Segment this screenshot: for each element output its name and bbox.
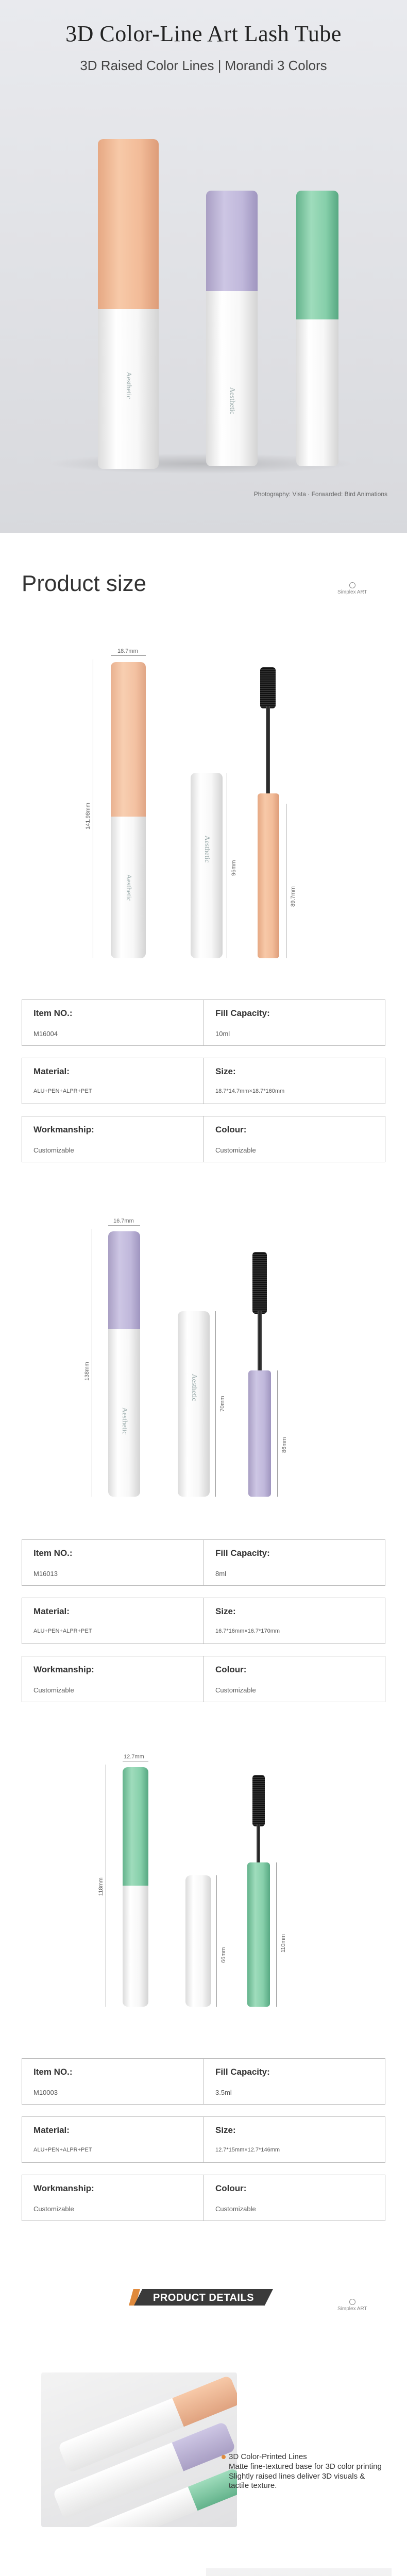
product3-item-no: M10003 bbox=[33, 2089, 58, 2096]
product3-dim-bottle: 66mm bbox=[221, 1947, 227, 1963]
hero-title: 3D Color-Line Art Lash Tube bbox=[65, 21, 342, 46]
product3-tube bbox=[123, 1767, 148, 2007]
product1-workmanship: Customizable bbox=[33, 1146, 74, 1154]
product3-info-row-2: Material: ALU+PEN+ALPR+PET Size: 12.7*15mm×12.7*146mm bbox=[22, 2116, 385, 2163]
product3-material: ALU+PEN+ALPR+PET bbox=[33, 2147, 92, 2153]
product-details-banner bbox=[134, 2285, 273, 2309]
product1-cap bbox=[258, 793, 279, 958]
product1-fill: 10ml bbox=[215, 1030, 230, 1038]
product1-tube: Aesthetic bbox=[111, 662, 146, 958]
product2-rod bbox=[258, 1311, 262, 1373]
product1-colour: Customizable bbox=[215, 1146, 256, 1154]
hero-brand-text: Aesthetic bbox=[125, 371, 132, 399]
feature1-heading: 3D Color-Printed Lines bbox=[222, 2452, 386, 2462]
brand-logo-icon bbox=[349, 582, 355, 588]
hero-tube-peach bbox=[98, 139, 159, 469]
product1-dim-bottle: 96mm bbox=[231, 860, 237, 876]
product3-size: 12.7*15mm×12.7*146mm bbox=[215, 2147, 280, 2153]
product3-dim-wand: 110mm bbox=[280, 1934, 286, 1953]
product3-brush bbox=[252, 1775, 265, 1826]
feature1-line-2: Slightly raised lines deliver 3D visuals & tactile texture. bbox=[229, 2471, 365, 2490]
product2-info-row-2: Material: ALU+PEN+ALPR+PET Size: 16.7*16mm×16.7*170mm bbox=[22, 1598, 385, 1644]
detail-photo-closeup bbox=[41, 2372, 237, 2527]
hero-subtitle: 3D Raised Color Lines | Morandi 3 Colors bbox=[80, 58, 327, 73]
brand-logo-icon bbox=[349, 2299, 355, 2305]
product2-info-row-3: Workmanship: Customizable Colour: Customizable bbox=[22, 1656, 385, 1702]
product1-dim-diameter: 18.7mm bbox=[117, 648, 138, 654]
product-size-title: Product size bbox=[22, 571, 147, 596]
product2-cap bbox=[248, 1370, 271, 1497]
product2-item-no: M16013 bbox=[33, 1570, 58, 1578]
product2-fill: 8ml bbox=[215, 1570, 226, 1578]
product2-dim-bottle: 70mm bbox=[219, 1396, 226, 1412]
product2-bottle: Aesthetic bbox=[178, 1311, 210, 1497]
product2-workmanship: Customizable bbox=[33, 1686, 74, 1694]
product3-dim-diameter: 12.7mm bbox=[124, 1754, 144, 1760]
feature-text-1 bbox=[222, 2452, 386, 2491]
product3-info-row-3: Workmanship: Customizable Colour: Customizable bbox=[22, 2175, 385, 2221]
hero-banner bbox=[0, 0, 407, 533]
product1-brush bbox=[260, 667, 276, 708]
product2-material: ALU+PEN+ALPR+PET bbox=[33, 1628, 92, 1634]
brand-logo: Simplex ART bbox=[337, 2299, 367, 2312]
product2-brush bbox=[252, 1252, 267, 1314]
product3-rod bbox=[257, 1824, 260, 1865]
product2-dim-diameter: 16.7mm bbox=[113, 1218, 134, 1224]
product1-bottle: Aesthetic bbox=[191, 773, 223, 958]
product-details-title: PRODUCT DETAILS bbox=[152, 2292, 254, 2303]
product1-item-no: M16004 bbox=[33, 1030, 58, 1038]
product2-colour: Customizable bbox=[215, 1686, 256, 1694]
product1-rod bbox=[266, 706, 270, 793]
product2-dim-wand: 86mm bbox=[281, 1437, 287, 1453]
product1-info-row-1: Item NO.: M16004 Fill Capacity: 10ml bbox=[22, 999, 385, 1046]
product3-fill: 3.5ml bbox=[215, 2089, 232, 2096]
product2-info-row-1: Item NO.: M16013 Fill Capacity: 8ml bbox=[22, 1539, 385, 1586]
product2-dim-length: 138mm bbox=[84, 1362, 90, 1381]
product3-colour: Customizable bbox=[215, 2205, 256, 2213]
product1-info-row-2: Material: ALU+PEN+ALPR+PET Size: 18.7*14.7mm×18.7*160mm bbox=[22, 1058, 385, 1104]
hero-tube-mint bbox=[296, 191, 338, 466]
hero-brand-text: Aesthetic bbox=[228, 387, 236, 415]
hero-credit: Photography: Vista · Forwarded: Bird Animations bbox=[253, 490, 387, 498]
product1-dim-length: 141.98mm bbox=[85, 803, 91, 829]
brand-logo: Simplex ART bbox=[337, 582, 367, 595]
product1-info-row-3: Workmanship: Customizable Colour: Customizable bbox=[22, 1116, 385, 1162]
product3-info-row-1: Item NO.: M10003 Fill Capacity: 3.5ml bbox=[22, 2058, 385, 2105]
product1-material: ALU+PEN+ALPR+PET bbox=[33, 1088, 92, 1094]
hero-tube-lilac bbox=[206, 191, 258, 466]
feature1-line-1: Matte fine-textured base for 3D color printing bbox=[229, 2462, 382, 2471]
detail-photo-lineup bbox=[206, 2568, 392, 2576]
product2-size: 16.7*16mm×16.7*170mm bbox=[215, 1628, 280, 1634]
product3-dim-length: 118mm bbox=[98, 1877, 104, 1896]
product1-size: 18.7*14.7mm×18.7*160mm bbox=[215, 1088, 285, 1094]
product3-cap bbox=[247, 1862, 270, 2007]
product1-dim-wand: 89.7mm bbox=[290, 886, 296, 907]
product2-tube: Aesthetic bbox=[108, 1231, 140, 1497]
product3-bottle bbox=[185, 1875, 211, 2007]
product3-workmanship: Customizable bbox=[33, 2205, 74, 2213]
bullet-icon bbox=[222, 2455, 226, 2459]
